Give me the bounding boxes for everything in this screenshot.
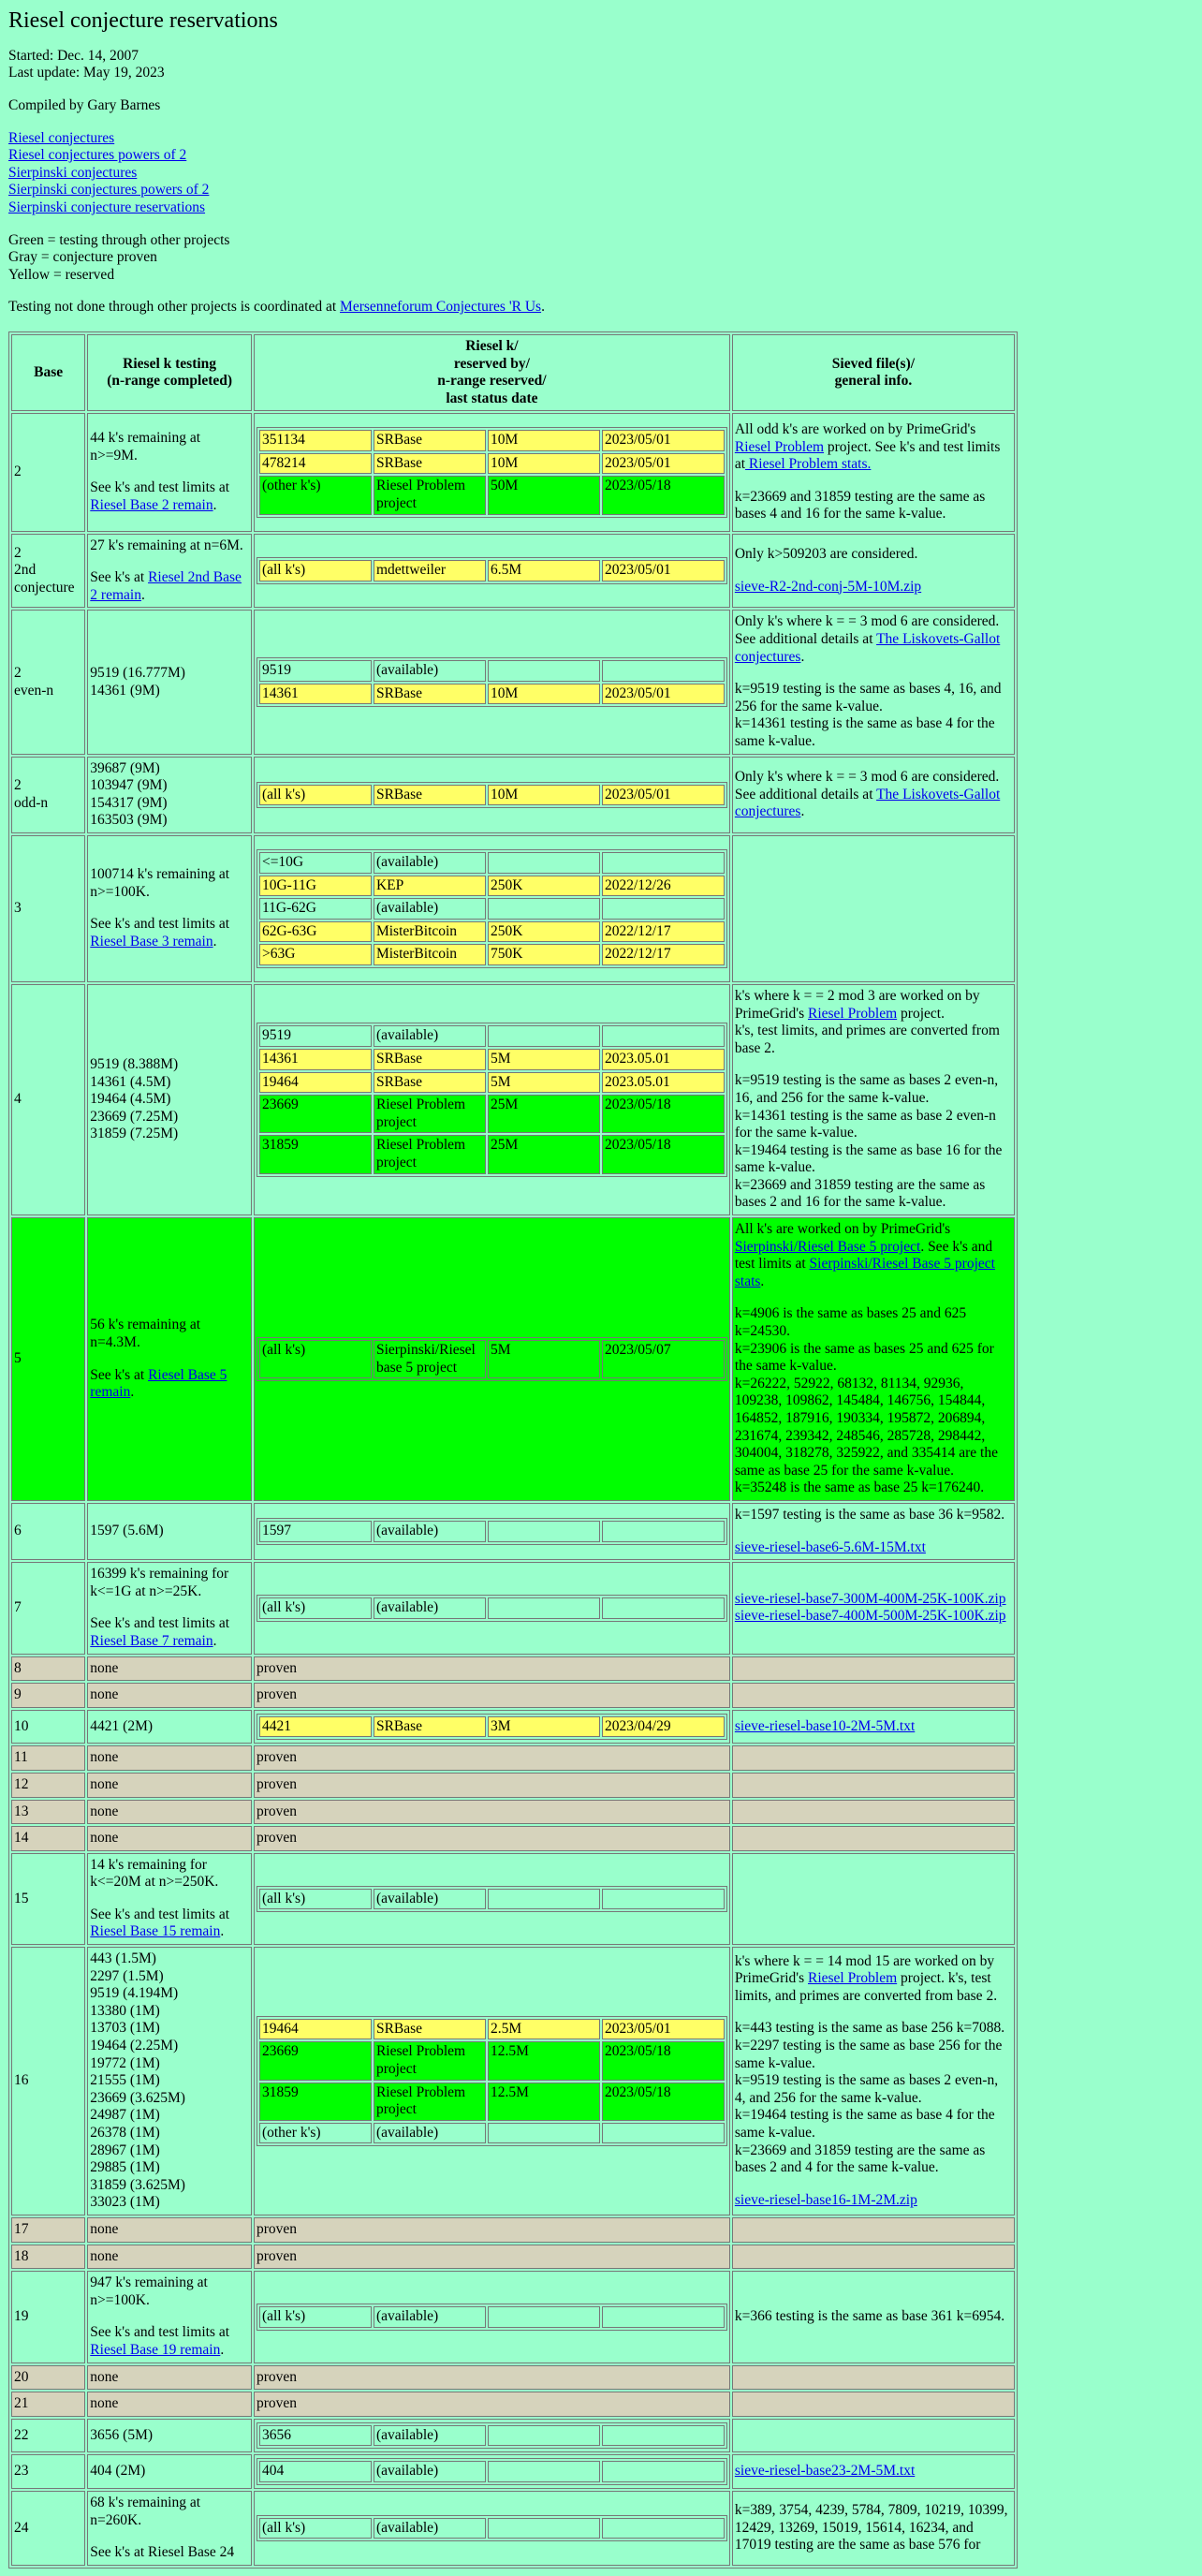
link-sieve-file[interactable]: sieve-riesel-base7-300M-400M-25K-100K.zip <box>734 1590 1006 1607</box>
testing-cell: 3656 (5M) <box>87 2419 252 2453</box>
base-cell: 2 2nd conjecture <box>11 534 85 609</box>
reservation-cell <box>254 1853 730 1945</box>
link-riesel-base-19-remain[interactable]: Riesel Base 19 remain <box>90 2341 221 2358</box>
link-liskovets-gallot[interactable]: The Liskovets-Gallot conjectures <box>734 631 1001 665</box>
reservation-cell <box>254 2419 730 2453</box>
link-sieve-file[interactable]: sieve-riesel-base23-2M-5M.txt <box>734 2463 916 2480</box>
reservation-row: 3656 (available) <box>259 2425 725 2447</box>
reservation-cell <box>254 2454 730 2489</box>
reservation-cell <box>254 1947 730 2215</box>
link-sieve-file[interactable]: sieve-riesel-base10-2M-5M.txt <box>734 1717 916 1734</box>
row-base-2-2nd <box>11 534 1015 609</box>
link-riesel-conjectures[interactable]: Riesel conjectures <box>8 129 115 146</box>
link-riesel-base-5-remain[interactable]: Riesel Base 5 remain <box>90 1366 227 1401</box>
nav-links <box>8 130 1194 217</box>
reservation-cell <box>254 610 730 754</box>
base-cell: 23 <box>11 2454 85 2489</box>
reservation-row: 1597 (available) <box>259 1521 725 1542</box>
row-base-23 <box>11 2454 1015 2489</box>
base-cell: 24 <box>11 2491 85 2566</box>
testing-cell: 16399 k's remaining for k<=1G at n>=25K. See k's and test limits at Riesel Base 7 remain. <box>87 1562 252 1654</box>
testing-cell: 56 k's remaining at n=4.3M. See k's at Riesel Base 5 remain. <box>87 1217 252 1501</box>
reservation-cell <box>254 1503 730 1560</box>
reservation-table <box>257 557 727 584</box>
base-cell: 2 odd-n <box>11 757 85 833</box>
testing-cell: 100714 k's remaining at n>=100K. See k's and test limits at Riesel Base 3 remain. <box>87 835 252 982</box>
reservation-row: (all k's) (available) <box>259 2306 725 2328</box>
testing-cell: 14 k's remaining for k<=20M at n>=250K. See k's and test limits at Riesel Base 15 remain. <box>87 1853 252 1945</box>
reservation-table <box>257 427 727 517</box>
reservation-row: 31859 Riesel Problem project 25M 2023/05/18 <box>259 1135 725 1173</box>
reservation-table <box>257 1518 727 1545</box>
reservation-cell <box>254 413 730 531</box>
row-base-2 <box>11 413 1015 531</box>
row-base-22 <box>11 2419 1015 2453</box>
row-base-8: 8 none proven <box>11 1656 1015 1682</box>
row-base-11: 11 none proven <box>11 1745 1015 1771</box>
row-base-2-odd <box>11 757 1015 833</box>
info-cell <box>732 835 1015 982</box>
reservation-cell <box>254 2271 730 2363</box>
row-base-6 <box>11 1503 1015 1560</box>
reservation-row: 9519 (available) <box>259 1025 725 1047</box>
row-base-24 <box>11 2491 1015 2566</box>
reservation-row: 31859 Riesel Problem project 12.5M 2023/05/18 <box>259 2083 725 2121</box>
link-sierpinski-reservations[interactable]: Sierpinski conjecture reservations <box>8 199 206 215</box>
testing-cell: 27 k's remaining at n=6M. See k's at Riesel 2nd Base 2 remain. <box>87 534 252 609</box>
reservation-row: 19464 SRBase 2.5M 2023/05/01 <box>259 2019 725 2040</box>
info-cell: All odd k's are worked on by PrimeGrid's Riesel Problem project. See k's and test limits at Riesel Problem stats. k=23669 and 31859 testing are the same as bases 4 and 16 for the same k-value. <box>732 413 1015 531</box>
row-base-9: 9 none proven <box>11 1683 1015 1708</box>
link-sierpinski-conjectures[interactable]: Sierpinski conjectures <box>8 164 138 181</box>
reservation-table <box>257 1886 727 1913</box>
row-base-21: 21 none proven <box>11 2392 1015 2417</box>
compiled-by: Compiled by Gary Barnes <box>8 96 161 113</box>
info-cell <box>732 2419 1015 2453</box>
info-cell <box>732 1853 1015 1945</box>
header-reservation: Riesel k/ reserved by/ n-range reserved/ last status date <box>254 334 730 411</box>
row-base-7 <box>11 1562 1015 1654</box>
reservation-cell <box>254 835 730 982</box>
link-riesel-problem[interactable]: Riesel Problem <box>808 1005 898 1022</box>
page-title: Riesel conjecture reservations <box>8 8 278 33</box>
reservation-row: (all k's) mdettweiler 6.5M 2023/05/01 <box>259 560 725 581</box>
testing-cell: 4421 (2M) <box>87 1710 252 1744</box>
info-cell: Only k's where k = = 3 mod 6 are considered. See additional details at The Liskovets-Gallot conjectures. k=9519 testing is the same as bases 4, 16, and 256 for the same k-value. k=14361 testing is the same as base 4 for the same k-value. <box>732 610 1015 754</box>
link-riesel-base-3-remain[interactable]: Riesel Base 3 remain <box>90 934 213 950</box>
reservation-table <box>257 2515 727 2542</box>
color-legend <box>8 232 1194 285</box>
reservation-row: (other k's) Riesel Problem project 50M 2023/05/18 <box>259 476 725 514</box>
link-riesel-problem[interactable]: Riesel Problem <box>808 1970 898 1987</box>
testing-cell: 1597 (5.6M) <box>87 1503 252 1560</box>
row-base-5 <box>11 1217 1015 1501</box>
reservation-row: <=10G (available) <box>259 852 725 874</box>
reservation-row: (all k's) (available) <box>259 1889 725 1910</box>
base-cell: 10 <box>11 1710 85 1744</box>
base-cell: 7 <box>11 1562 85 1654</box>
base-cell: 16 <box>11 1947 85 2215</box>
reservation-row: (all k's) (available) <box>259 1597 725 1619</box>
reservation-cell <box>254 2491 730 2566</box>
base-cell: 2 even-n <box>11 610 85 754</box>
testing-cell: 443 (1.5M) 2297 (1.5M) 9519 (4.194M) 13380 (1M) 13703 (1M) 19464 (2.25M) 19772 (1M) 21555 (1M) 23669 (3.625M) 24987 (1M) 26378 (1M) 28967 (1M) 29885 (1M) 31859 (3.625M) 33023 (1M) <box>87 1947 252 2215</box>
link-riesel-base-2-remain[interactable]: Riesel Base 2 remain <box>90 497 213 514</box>
link-riesel-powers-of-2[interactable]: Riesel conjectures powers of 2 <box>8 147 187 164</box>
row-base-19 <box>11 2271 1015 2363</box>
reservation-table <box>257 2016 727 2147</box>
base-cell: 5 <box>11 1217 85 1501</box>
base-cell: 4 <box>11 984 85 1215</box>
row-base-14: 14 none proven <box>11 1826 1015 1851</box>
reservation-row: 14361 SRBase 10M 2023/05/01 <box>259 684 725 705</box>
row-base-10 <box>11 1710 1015 1744</box>
row-base-20: 20 none proven <box>11 2365 1015 2391</box>
reservation-table <box>257 782 727 809</box>
info-cell: k=1597 testing is the same as base 36 k=9582. sieve-riesel-base6-5.6M-15M.txt <box>732 1503 1015 1560</box>
last-update-date: Last update: May 19, 2023 <box>8 65 165 81</box>
reservation-row: 11G-62G (available) <box>259 898 725 920</box>
info-cell: Only k's where k = = 3 mod 6 are considered. See additional details at The Liskovets-Gallot conjectures. <box>732 757 1015 833</box>
row-base-4 <box>11 984 1015 1215</box>
legend-gray: Gray = conjecture proven <box>8 249 157 266</box>
row-base-2-even <box>11 610 1015 754</box>
info-cell: k=366 testing is the same as base 361 k=6954. <box>732 2271 1015 2363</box>
testing-cell: 68 k's remaining at n=260K. See k's at Riesel Base 24 <box>87 2491 252 2566</box>
reservation-table <box>257 1595 727 1622</box>
reservation-row: 478214 SRBase 10M 2023/05/01 <box>259 453 725 475</box>
reservation-row: 9519 (available) <box>259 660 725 682</box>
base-cell: 3 <box>11 835 85 982</box>
link-riesel-problem[interactable]: Riesel Problem <box>734 438 825 455</box>
row-base-12: 12 none proven <box>11 1773 1015 1798</box>
reservation-cell <box>254 1710 730 1744</box>
testing-cell: 947 k's remaining at n>=100K. See k's and test limits at Riesel Base 19 remain. <box>87 2271 252 2363</box>
reservation-row: (all k's) Sierpinski/Riesel base 5 project 5M 2023/05/07 <box>259 1340 725 1378</box>
reservations-table <box>8 331 1018 2569</box>
reservation-row: 351134 SRBase 10M 2023/05/01 <box>259 430 725 451</box>
reservation-table <box>257 1714 727 1741</box>
link-sierpinski-powers-of-2[interactable]: Sierpinski conjectures powers of 2 <box>8 182 210 199</box>
link-riesel-problem-stats[interactable]: Riesel Problem stats. <box>745 456 872 473</box>
header-base: Base <box>11 334 85 411</box>
reservation-row: 10G-11G KEP 250K 2022/12/26 <box>259 876 725 897</box>
started-date: Started: Dec. 14, 2007 <box>8 47 139 64</box>
reservation-row: 62G-63G MisterBitcoin 250K 2022/12/17 <box>259 921 725 943</box>
reservation-row: 23669 Riesel Problem project 12.5M 2023/05/18 <box>259 2041 725 2080</box>
reservation-row: (all k's) (available) <box>259 2518 725 2539</box>
reservation-row: (all k's) SRBase 10M 2023/05/01 <box>259 785 725 806</box>
reservation-table <box>257 1023 727 1176</box>
row-base-16 <box>11 1947 1015 2215</box>
reservation-table <box>257 849 727 968</box>
link-riesel-base-15-remain[interactable]: Riesel Base 15 remain <box>90 1923 221 1940</box>
reservation-cell <box>254 1562 730 1654</box>
testing-cell: 9519 (16.777M) 14361 (9M) <box>87 610 252 754</box>
reservation-cell <box>254 534 730 609</box>
base-cell: 2 <box>11 413 85 531</box>
row-base-15 <box>11 1853 1015 1945</box>
base-cell: 19 <box>11 2271 85 2363</box>
link-riesel-base-7-remain[interactable]: Riesel Base 7 remain <box>90 1632 213 1649</box>
link-sr-base-5-stats[interactable]: Sierpinski/Riesel Base 5 project stats <box>734 1256 995 1289</box>
header-info: Sieved file(s)/ general info. <box>732 334 1015 411</box>
row-base-18: 18 none proven <box>11 2245 1015 2270</box>
testing-cell: 9519 (8.388M) 14361 (4.5M) 19464 (4.5M) 23669 (7.25M) 31859 (7.25M) <box>87 984 252 1215</box>
link-sieve-file[interactable]: sieve-riesel-base16-1M-2M.zip <box>734 2191 917 2208</box>
reservation-table <box>257 2422 727 2450</box>
info-cell: k's where k = = 14 mod 15 are worked on by PrimeGrid's Riesel Problem project. k's, test limits, and primes are converted from base 2. k=443 testing is the same as base 256 k=7088. k=2297 testing is the same as base 256 for the same k-value. k=9519 testing is the same as bases 2 even-n, 4, and 256 for the same k-value. k=19464 testing is the same as base 4 for the same k-value. k=23669 and 31859 testing are the same as bases 2 and 4 for the same k-value. sieve-riesel-base16-1M-2M.zip <box>732 1947 1015 2215</box>
reservation-row: 4421 SRBase 3M 2023/04/29 <box>259 1716 725 1738</box>
reservation-table <box>257 2458 727 2485</box>
reservation-table <box>257 2304 727 2331</box>
reservation-row: 404 (available) <box>259 2461 725 2482</box>
info-cell <box>732 2454 1015 2489</box>
testing-cell: 404 (2M) <box>87 2454 252 2489</box>
reservation-row: >63G MisterBitcoin 750K 2022/12/17 <box>259 944 725 965</box>
header-testing: Riesel k testing (n-range completed) <box>87 334 252 411</box>
row-base-3 <box>11 835 1015 982</box>
row-base-17: 17 none proven <box>11 2217 1015 2243</box>
coordination-note: Testing not done through other projects is coordinated at Mersenneforum Conjectures 'R Us. <box>8 299 545 316</box>
link-mersenneforum[interactable]: Mersenneforum Conjectures 'R Us <box>340 299 542 316</box>
reservation-table <box>257 657 727 707</box>
dates <box>8 48 1194 82</box>
base-cell: 6 <box>11 1503 85 1560</box>
info-cell <box>732 1710 1015 1744</box>
reservation-cell <box>254 757 730 833</box>
row-base-13: 13 none proven <box>11 1800 1015 1825</box>
info-cell: Only k>509203 are considered. sieve-R2-2nd-conj-5M-10M.zip <box>732 534 1015 609</box>
reservation-cell <box>254 1217 730 1501</box>
reservation-table <box>257 1337 727 1381</box>
info-cell <box>732 1562 1015 1654</box>
testing-cell: 44 k's remaining at n>=9M. See k's and test limits at Riesel Base 2 remain. <box>87 413 252 531</box>
base-cell: 15 <box>11 1853 85 1945</box>
link-sieve-file[interactable]: sieve-R2-2nd-conj-5M-10M.zip <box>734 578 922 595</box>
reservation-row: 19464 SRBase 5M 2023.05.01 <box>259 1072 725 1094</box>
link-sr-base-5-project[interactable]: Sierpinski/Riesel Base 5 project <box>734 1238 921 1255</box>
reservation-row: 14361 SRBase 5M 2023.05.01 <box>259 1049 725 1070</box>
info-cell: k=389, 3754, 4239, 5784, 7809, 10219, 10399, 12429, 13269, 15019, 15614, 16234, and 17019 testing are the same as base 576 for <box>732 2491 1015 2566</box>
info-cell: k's where k = = 2 mod 3 are worked on by PrimeGrid's Riesel Problem project. k's, test limits, and primes are converted from base 2. k=9519 testing is the same as bases 2 even-n, 16, and 256 for the same k-value. k=14361 testing is the same as base 2 even-n for the same k-value. k=19464 testing is the same as base 16 for the same k-value. k=23669 and 31859 testing are the same as bases 2 and 16 for the same k-value. <box>732 984 1015 1215</box>
link-riesel-2nd-base-2-remain[interactable]: Riesel 2nd Base 2 remain <box>90 569 242 603</box>
testing-cell: 39687 (9M) 103947 (9M) 154317 (9M) 163503 (9M) <box>87 757 252 833</box>
header-row <box>11 334 1015 411</box>
link-liskovets-gallot[interactable]: The Liskovets-Gallot conjectures <box>734 786 1001 820</box>
info-cell: All k's are worked on by PrimeGrid's Sierpinski/Riesel Base 5 project. See k's and test limits at Sierpinski/Riesel Base 5 project stats. k=4906 is the same as bases 25 and 625 k=24530. k=23906 is the same as bases 25 and 625 for the same k-value. k=26222, 52922, 68132, 81134, 92936, 109238, 109862, 145484, 146756, 154844, 164852, 187916, 190334, 195872, 206894, 231674, 239342, 248546, 285728, 298442, 304004, 318278, 325922, and 335414 are the same as base 25 for the same k-value. k=35248 is the same as base 25 k=176240. <box>732 1217 1015 1501</box>
legend-yellow: Yellow = reserved <box>8 266 115 283</box>
reservation-cell <box>254 984 730 1215</box>
base-cell: 22 <box>11 2419 85 2453</box>
reservation-row: (other k's) (available) <box>259 2123 725 2144</box>
reservation-row: 23669 Riesel Problem project 25M 2023/05/18 <box>259 1095 725 1133</box>
link-sieve-file[interactable]: sieve-riesel-base7-400M-500M-25K-100K.zip <box>734 1608 1006 1625</box>
link-sieve-file[interactable]: sieve-riesel-base6-5.6M-15M.txt <box>734 1538 926 1555</box>
legend-green: Green = testing through other projects <box>8 231 230 248</box>
